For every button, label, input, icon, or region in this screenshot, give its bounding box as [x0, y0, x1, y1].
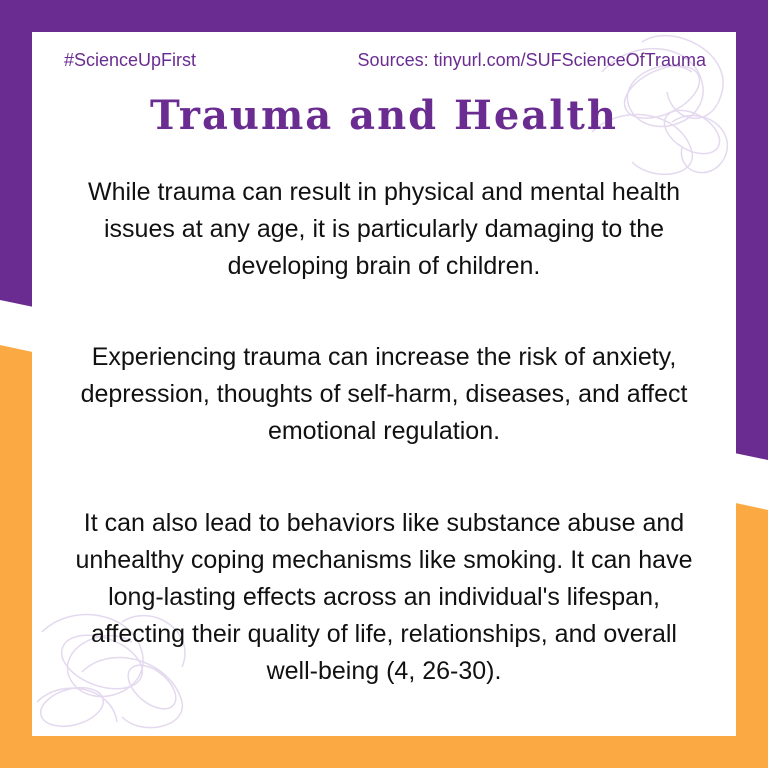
paragraph-trauma-impact: While trauma can result in physical and mental health issues at any age, it is particularly damaging to the developing brain of children. [88, 178, 680, 280]
page-title: Trauma and Health [150, 92, 618, 139]
sources-label: Sources: tinyurl.com/SUFScienceOfTrauma [357, 50, 706, 70]
hashtag-label: #ScienceUpFirst [64, 50, 197, 70]
paragraph-risks: Experiencing trauma can increase the risk of anxiety, depression, thoughts of self-harm, diseases, and affect emotional regulation. [80, 343, 688, 445]
paragraph-behaviors: It can also lead to behaviors like substance abuse and unhealthy coping mechanisms like smoking. It can have long-lasting effects across an individual's lifespan, affecting their quality of life, relationships, and overall well-being (4, 26-30). [75, 509, 693, 685]
